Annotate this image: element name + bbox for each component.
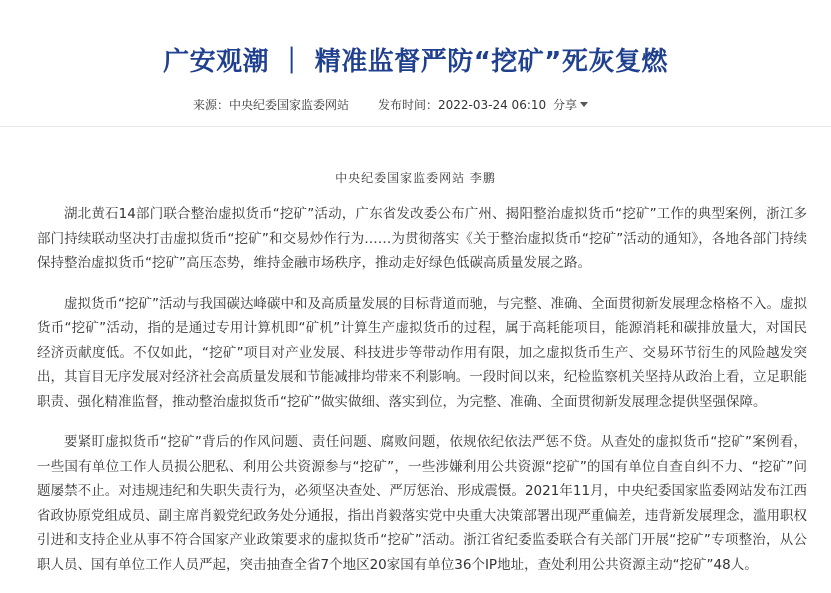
chevron-down-icon	[580, 102, 588, 107]
publish-time: 发布时间：2022-03-24 06:10	[378, 98, 547, 112]
share-button[interactable]	[553, 95, 588, 115]
author-line: 中央纪委国家监委网站 李鹏	[335, 171, 496, 185]
source-label: 来源：中央纪委国家监委网站	[193, 98, 350, 112]
article-body	[37, 202, 807, 593]
paragraph-2: 虚拟货币“挖矿”活动与我国碳达峰碳中和及高质量发展的目标背道而驰，与完整、准确、全面贯彻新发展理念格格不入。虚拟货币“挖矿”活动，指的是通过专用计算机即“矿机”计算生产虚拟货币的过程，属于高耗能项目，能源消耗和碳排放量大，对国民经济贡献度低。不仅如此，“挖矿”项目对产业发展、科技进步等带动作用有限，加之虚拟货币生产、交易环节衍生的风险越发突出，其盲目无序发展对经济社会高质量发展和节能减排均带来不利影响。一段时间以来，纪检监察机关坚持从政治上看，立足职能职责、强化精准监督，推动整治虚拟货币“挖矿”做实做细、落实到位，为完整、准确、全面贯彻新发展理念提供坚强保障。	[37, 295, 807, 410]
article-header	[0, 0, 831, 127]
article-meta	[0, 95, 831, 115]
share-label: 分享	[553, 98, 578, 112]
paragraph-1: 湖北黄石14部门联合整治虚拟货币“挖矿”活动，广东省发改委公布广州、揭阳整治虚拟货币“挖矿”工作的典型案例，浙江多部门持续联动坚决打击虚拟货币“挖矿”和交易炒作行为……为贯彻落实《关于整治虚拟货币“挖矿”活动的通知》，各地各部门持续保持整治虚拟货币“挖矿”高压态势，维持金融市场秩序，推动走好绿色低碳高质量发展之路。	[37, 206, 807, 271]
article-title: 广安观潮 ｜ 精准监督严防“挖矿”死灰复燃	[163, 47, 668, 77]
paragraph-3: 要紧盯虚拟货币“挖矿”背后的作风问题、责任问题、腐败问题，依规依纪依法严惩不贷。从查处的虚拟货币“挖矿”案例看，一些国有单位工作人员损公肥私、利用公共资源参与“挖矿”，一些涉嫌利用公共资源“挖矿”的国有单位自查自纠不力、“挖矿”问题屡禁不止。对违规违纪和失职失责行为，必须坚决查处、严厉惩治、形成震慑。2021年11月，中央纪委国家监委网站发布江西省政协原党组成员、副主席肖毅党纪政务处分通报，指出肖毅落实党中央重大决策部署出现严重偏差，违背新发展理念，滥用职权引进和支持企业从事不符合国家产业政策要求的虚拟货币“挖矿”活动。浙江省纪委监委联合有关部门开展“挖矿”专项整治，从公职人员、国有单位工作人员严起，突击抽查全省7个地区20家国有单位36个IP地址，查处利用公共资源主动“挖矿”48人。	[37, 434, 807, 573]
